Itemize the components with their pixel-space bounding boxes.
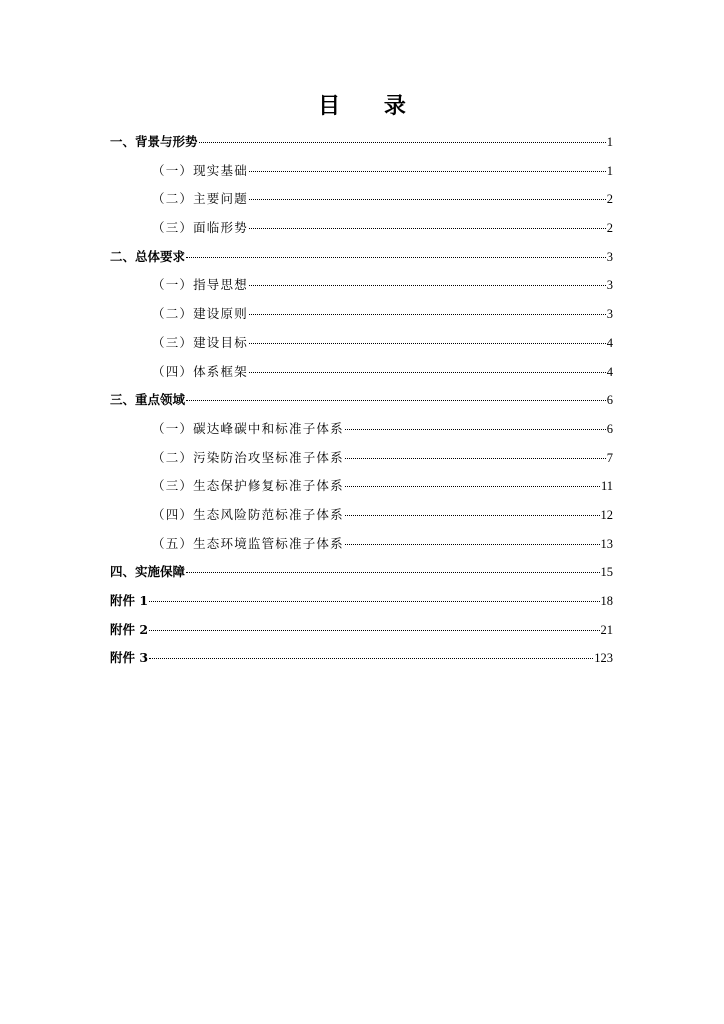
toc-leader-dots: [186, 400, 606, 401]
toc-entry-page: 3: [606, 307, 613, 322]
toc-entry-label: （四）生态风险防范标准子体系: [152, 506, 344, 522]
toc-entry[interactable]: [110, 501, 613, 530]
toc-leader-dots: [345, 429, 606, 430]
toc-leader-dots: [249, 314, 606, 315]
toc-entry[interactable]: [110, 185, 613, 214]
toc-entry-label: （三）建设目标: [152, 334, 248, 350]
toc-entry-page: 13: [600, 536, 613, 551]
toc-leader-dots: [186, 257, 606, 258]
toc-entry-label: （三）面临形势: [152, 220, 248, 236]
toc-entry[interactable]: [110, 472, 613, 501]
toc-leader-dots: [149, 601, 599, 602]
toc-entry-label: （四）体系框架: [152, 363, 248, 379]
toc-entry-label: （一）碳达峰碳中和标准子体系: [152, 420, 344, 436]
toc-entry-label: 二、总体要求: [110, 248, 186, 264]
toc-entry[interactable]: [110, 587, 613, 616]
toc-entry-page: 6: [606, 393, 613, 408]
toc-entry-label: 四、实施保障: [110, 564, 186, 580]
toc-entry-label: （一）指导思想: [152, 277, 248, 293]
toc-leader-dots: [186, 572, 599, 573]
toc-entry[interactable]: [110, 644, 613, 673]
toc-leader-dots: [249, 228, 606, 229]
toc-leader-dots: [149, 658, 593, 659]
toc-entry[interactable]: [110, 300, 613, 329]
toc-leader-dots: [249, 171, 606, 172]
toc-leader-dots: [345, 544, 600, 545]
toc-entry[interactable]: [110, 271, 613, 300]
toc-leader-dots: [149, 630, 599, 631]
toc-entry-label: 附件 3: [110, 650, 149, 666]
toc-entry[interactable]: [110, 157, 613, 186]
toc-entry-page: 11: [600, 479, 613, 494]
toc-entry-page: 1: [606, 163, 613, 178]
toc-entry-page: 3: [606, 278, 613, 293]
toc-entry[interactable]: [110, 444, 613, 473]
toc-entry-page: 18: [600, 594, 613, 608]
toc-leader-dots: [249, 343, 606, 344]
toc-title: 目 录: [318, 93, 424, 119]
toc-entry-page: 6: [606, 421, 613, 436]
toc-entry-page: 4: [606, 335, 613, 350]
toc-leader-dots: [199, 142, 606, 143]
toc-entry-page: 2: [606, 192, 613, 207]
toc-entry[interactable]: [110, 128, 613, 157]
toc-entry-page: 21: [600, 622, 613, 637]
toc-leader-dots: [345, 486, 600, 487]
toc-entry[interactable]: [110, 415, 613, 444]
toc-leader-dots: [249, 285, 606, 286]
toc-entry-page: 3: [606, 249, 613, 264]
toc-entry-page: 15: [600, 565, 613, 580]
toc-entry-label: （二）污染防治攻坚标准子体系: [152, 449, 344, 465]
toc-leader-dots: [345, 458, 606, 459]
toc-entry[interactable]: [110, 243, 613, 272]
toc-entry[interactable]: [110, 358, 613, 387]
toc-entry-label: 附件 1: [110, 593, 149, 608]
toc-entry-page: 4: [606, 364, 613, 379]
toc-entry-label: （一）现实基础: [152, 162, 248, 178]
toc-entry[interactable]: [110, 386, 613, 415]
toc-entry-label: （二）主要问题: [152, 191, 248, 207]
toc-entry-label: 三、重点领域: [110, 392, 186, 408]
toc-entry[interactable]: [110, 530, 613, 559]
toc-entry-page: 123: [594, 651, 613, 666]
toc-entry-page: 2: [606, 221, 613, 236]
toc-entry[interactable]: [110, 214, 613, 243]
toc-leader-dots: [249, 372, 606, 373]
toc-entry-label: （五）生态环境监管标准子体系: [152, 535, 344, 551]
toc-entry[interactable]: [110, 329, 613, 358]
toc-entry-page: 12: [600, 507, 613, 522]
toc-entry-page: 1: [606, 135, 613, 149]
toc-entry[interactable]: [110, 616, 613, 645]
toc-entry[interactable]: [110, 558, 613, 587]
toc-entry-page: 7: [606, 450, 613, 465]
toc-entry-label: （二）建设原则: [152, 306, 248, 322]
toc-entry-label: 附件 2: [110, 621, 149, 637]
toc-list: [110, 128, 613, 673]
toc-entry-label: （三）生态保护修复标准子体系: [152, 478, 344, 494]
toc-leader-dots: [345, 515, 600, 516]
toc-entry-label: 一、背景与形势: [110, 134, 198, 149]
toc-leader-dots: [249, 199, 606, 200]
